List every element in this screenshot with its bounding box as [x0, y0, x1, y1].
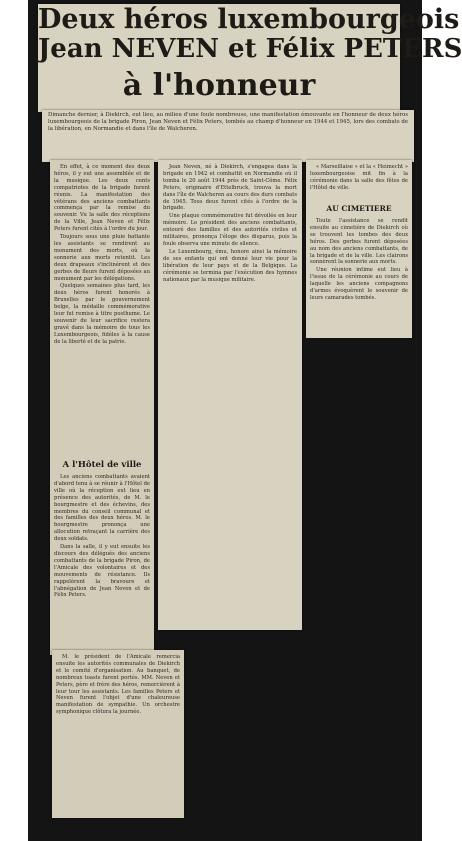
column-3-clipping	[306, 160, 412, 338]
column-3-text-top	[310, 164, 408, 198]
headline-line-2: Jean NEVEN et Félix PETERS	[38, 34, 462, 64]
column-1-paragraph-2: Toujours sous une pluie battante les assistants se rendirent au monument des morts, où la sonnerie aux morts retentit. Les deux drapeaux s'inclinèrent et des gerbes de fleurs furent déposées au monument par les délégations.	[54, 234, 150, 282]
column-1-paragraph-3: Quelques semaines plus tard, les deux héros furent honorés à Bruxelles par le gouvernement belge, la médaille commémorative leur fut remise à titre posthume. Le souvenir de leur sacrifice restera gravé dans la mémoire de tous les Luxembourgeois, fidèles à la cause de la liberté et de la patrie.	[54, 283, 150, 345]
column-2-paragraph-3: Le Luxembourg, ému, honore ainsi la mémoire de ses enfants qui ont donné leur vie pour la libération de leur pays et de la Belgique. La cérémonie se termina par l'exécution des hymnes nationaux par la musique militaire.	[163, 248, 297, 283]
column-3-paragraph-1: « Marseillaise » et la « Heimecht » luxembourgeoise mit fin à la cérémonie dans la salle des fêtes de l'Hôtel de ville.	[310, 164, 408, 191]
column-1-clipping	[50, 160, 154, 655]
intro-paragraph: Dimanche dernier, à Diekirch, eut lieu, au milieu d'une foule nombreuse, une manifestation émouvante en l'honneur de deux héros luxembourgeois de la brigade Piron, Jean Neven et Félix Peters, tombés au champ d'honneur en 1944 et 1945, lors des combats de la libération, en Normandie et dans l'île de Walcheren.	[48, 112, 408, 132]
intro-clipping	[42, 110, 414, 162]
column-1-paragraph-5: Dans la salle, il y eut ensuite les discours des délégués des anciens combattants de la brigade Piron, de l'Amicale des volontaires et des mouvements de résistance. Ils rappelèrent la bravoure et l'abnégation de Jean Neven et de Félix Peters.	[54, 544, 150, 599]
column-1-text-bottom	[54, 474, 150, 652]
column-3-paragraph-3: Une réunion intime eut lieu à l'issue de la cérémonie au cours de laquelle les anciens compagnons d'armes évoquèrent le souvenir de leurs camarades tombés.	[310, 267, 408, 301]
section-heading-hotel-de-ville: A l'Hôtel de ville	[62, 460, 142, 470]
headline-line-1: Deux héros luxembourgeois	[38, 4, 460, 35]
column-3-text-bottom	[310, 218, 408, 334]
column-1-text-top	[54, 164, 150, 454]
headline-clipping	[38, 4, 462, 112]
section-heading-cimetiere: AU CIMETIERE	[326, 204, 392, 213]
column-4-clipping	[52, 650, 184, 818]
column-3-paragraph-2: Toute l'assistance se rendit ensuite au cimetière de Diekirch où se trouvent les tombes des deux héros. Des gerbes furent déposées au nom des anciens combattants, de la brigade et de la ville. Les clairons sonnèrent la sonnerie aux morts.	[310, 218, 408, 266]
column-4-text	[56, 654, 180, 814]
column-1-paragraph-1: En effet, à ce moment des deux héros, il y eut une assemblée et de la musique. Les deux cents compatriotes de la brigade furent réunis. La manifestation des vétérans des anciens combattants commença par la remise du souvenir. Vu la salle des réceptions de la Ville, Jean Neven et Félix Peters furent cités à l'ordre du jour.	[54, 164, 150, 233]
column-4-paragraph-1: M. le président de l'Amicale remercia ensuite les autorités communales de Diekirch et le comité d'organisation. Au banquet, de nombreux toasts furent portés. MM. Neven et Peters, père et frère des héros, remercièrent à leur tour les assistants. Les familles Peters et Neven furent l'objet d'une chaleureuse manifestation de sympathie. Un orchestre symphonique clôtura la journée.	[56, 654, 180, 716]
column-2-clipping	[158, 160, 302, 630]
column-1-paragraph-4: Les anciens combattants avaient d'abord tenu à se réunir à l'Hôtel de ville où la réception eut lieu en présence des autorités, de M. le bourgmestre et des échevins, des membres du conseil communal et des familles des deux héros. M. le bourgmestre prononça une allocution retraçant la carrière des deux soldats.	[54, 474, 150, 543]
column-2-text	[163, 164, 297, 626]
column-2-paragraph-1: Jean Neven, né à Diekirch, s'engagea dans la brigade en 1942 et combattit en Normandie où il tomba le 20 août 1944 près de Saint-Côme. Félix Peters, originaire d'Ettelbruck, trouva la mort dans l'île de Walcheren au cours des durs combats de 1945. Tous deux furent cités à l'ordre de la brigade.	[163, 164, 297, 212]
headline-line-3: à l'honneur	[122, 68, 316, 103]
column-2-paragraph-2: Une plaque commémorative fut dévoilée en leur mémoire. Le président des anciens combattants, entouré des familles et des autorités civiles et militaires, prononça l'éloge des disparus, puis la foule observa une minute de silence.	[163, 213, 297, 247]
